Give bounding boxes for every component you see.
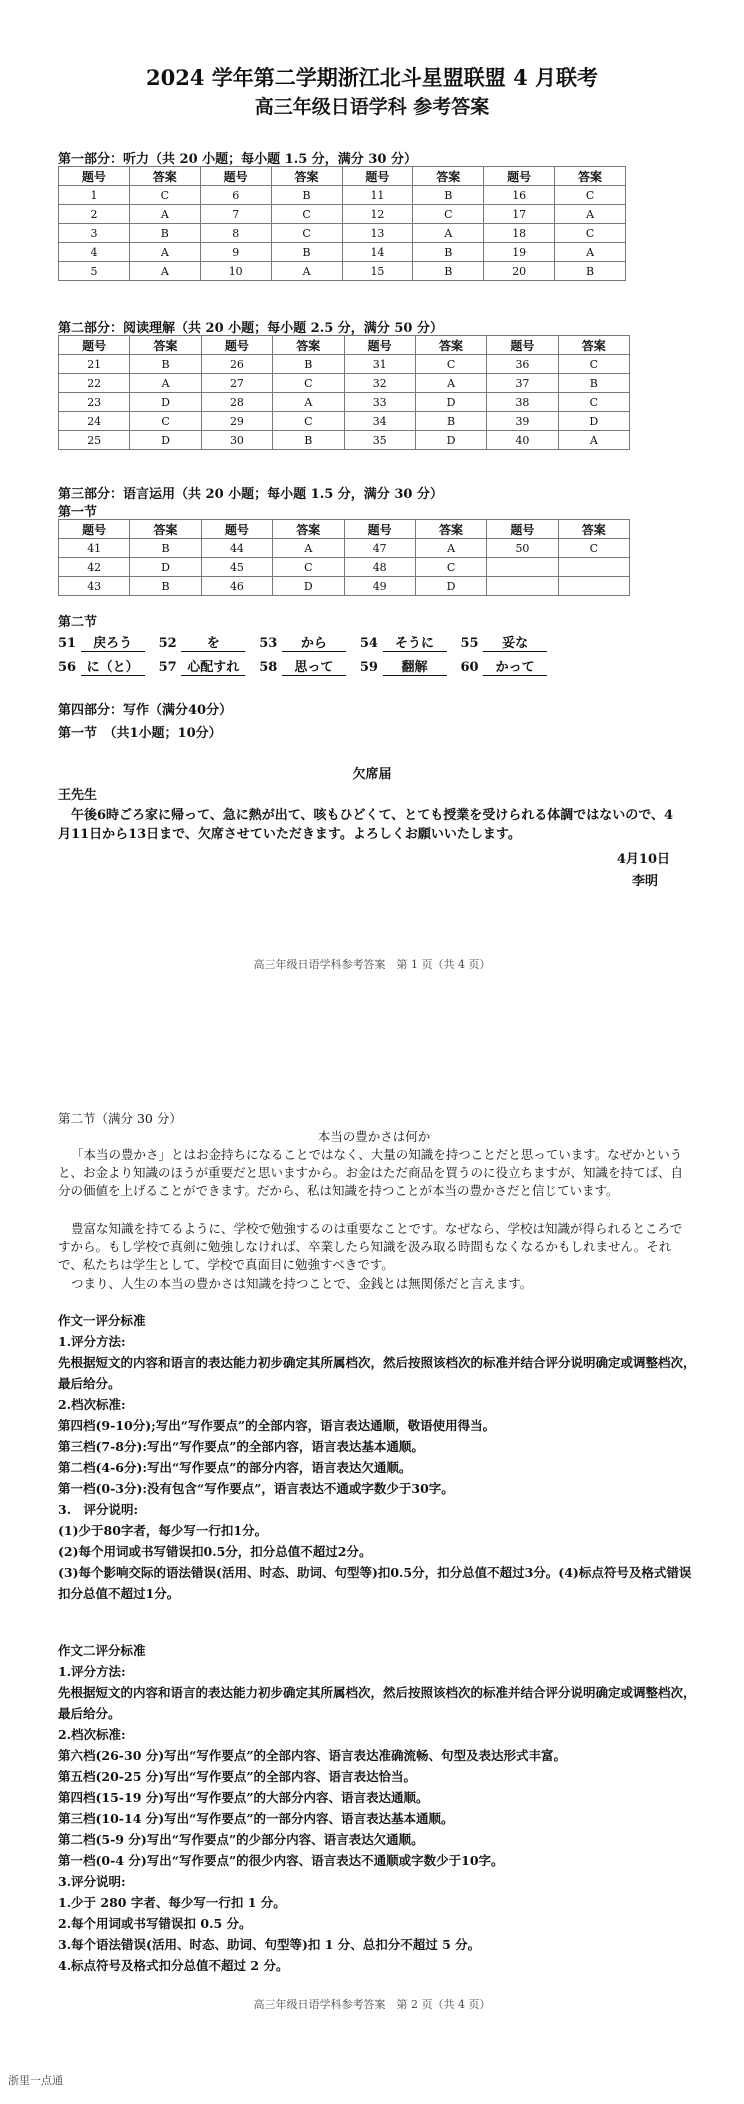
question-number-cell: 20	[484, 262, 555, 281]
cloze-answers-row-1	[58, 632, 561, 652]
answer-cell: D	[130, 431, 201, 450]
rubric-line: (3)每个影响交际的语法错误(活用、时态、助词、句型等)扣0.5分，扣分总值不超过3分。(4)标点符号及格式错误扣分总值不超过1分。	[58, 1565, 692, 1601]
answer-cell: A	[130, 374, 201, 393]
rubric-line: 第四档(9-10分);写出“写作要点”的全部内容，语言表达通顺，敬语使用得当。	[58, 1418, 496, 1433]
answer-cell: D	[558, 412, 629, 431]
answer-cell: B	[415, 412, 486, 431]
cloze-question-number: 59	[359, 660, 378, 675]
answer-cell: B	[130, 539, 201, 558]
table-row	[59, 577, 630, 596]
answer-cell: A	[129, 262, 200, 281]
rubric-line: 第五档(20-25 分)写出“写作要点”的全部内容、语言表达恰当。	[58, 1769, 417, 1784]
essay1-date: 4月10日	[616, 852, 670, 867]
answer-cell: B	[413, 243, 484, 262]
question-number-cell: 45	[201, 558, 272, 577]
rubric-line: 作文一评分标准	[58, 1313, 146, 1328]
question-number-cell	[487, 558, 558, 577]
rubric-line: 2.档次标准:	[58, 1397, 126, 1412]
exam-subtitle: 高三年级日语学科 参考答案	[254, 96, 490, 118]
column-header-answer: 答案	[271, 167, 342, 186]
cloze-answer-item	[159, 632, 246, 652]
rubric-line: 作文二评分标准	[58, 1643, 146, 1658]
column-header-question: 题号	[59, 336, 130, 355]
answer-cell: C	[273, 412, 344, 431]
rubric-line: 第二档(4-6分):写出“写作要点”的部分内容，语言表达欠通顺。	[58, 1460, 412, 1475]
answer-cell: A	[555, 243, 626, 262]
answer-cell	[558, 577, 629, 596]
cloze-answer-item	[159, 656, 246, 676]
cloze-question-number: 55	[460, 636, 479, 651]
rubric-line: 2.每个用词或书写错误扣 0.5 分。	[58, 1916, 252, 1931]
question-number-cell: 30	[201, 431, 272, 450]
cloze-question-number: 60	[460, 660, 479, 675]
table-row	[59, 539, 630, 558]
answer-cell: D	[415, 577, 486, 596]
answer-cell: A	[273, 393, 344, 412]
question-number-cell: 29	[201, 412, 272, 431]
answer-cell: C	[271, 224, 342, 243]
rubric-line: 第一档(0-3分):没有包含“写作要点”，语言表达不通或字数少于30字。	[58, 1481, 454, 1496]
answer-cell: B	[130, 577, 201, 596]
question-number-cell: 43	[59, 577, 130, 596]
table-header-row	[59, 336, 630, 355]
question-number-cell: 48	[344, 558, 415, 577]
answer-cell: C	[415, 558, 486, 577]
essay1-title: 欠席届	[352, 767, 392, 782]
rubric-line: (2)每个用词或书写错误扣0.5分，扣分总值不超过2分。	[58, 1544, 372, 1559]
question-number-cell: 46	[201, 577, 272, 596]
essay2-paragraph-3: つまり、人生の本当の豊かさは知識を持つことで、金銭とは無関係だと言えます。	[71, 1276, 533, 1291]
answer-cell: D	[130, 393, 201, 412]
cloze-answer-item	[259, 632, 346, 652]
question-number-cell: 1	[59, 186, 130, 205]
column-header-question: 题号	[59, 520, 130, 539]
part4-section1-label: 第一节 （共1小题；10分）	[58, 726, 222, 741]
page2-section2-heading: 第二节（满分 30 分）	[58, 1111, 182, 1126]
answer-cell: D	[273, 577, 344, 596]
rubric-line: 先根据短文的内容和语言的表达能力初步确定其所属档次，然后按照该档次的标准并结合评分说明确定或调整档次，最后给分。	[58, 1355, 696, 1391]
answer-cell: B	[271, 243, 342, 262]
table-row	[59, 431, 630, 450]
question-number-cell: 4	[59, 243, 130, 262]
cloze-answer-text: そうに	[383, 632, 447, 652]
answer-cell: B	[413, 186, 484, 205]
question-number-cell: 10	[200, 262, 271, 281]
part3-section2-label: 第二节	[58, 615, 98, 630]
cloze-question-number: 54	[359, 636, 378, 651]
essay1-salutation: 王先生	[58, 788, 98, 803]
cloze-answer-text: 戻ろう	[81, 632, 145, 652]
question-number-cell: 11	[342, 186, 413, 205]
question-number-cell: 49	[344, 577, 415, 596]
cloze-question-number: 51	[58, 636, 77, 651]
essay2-paragraph-2: 豊富な知識を持てるように、学校で勉強するのは重要なことです。なぜなら、学校は知識が得られるところですから。もし学校で真剣に勉強しなければ、卒業したら知識を汲み取る時間もなくなるかもしれません。それで、私たちは学生として、学校で真面目に勉強すべきです。	[58, 1221, 683, 1272]
question-number-cell: 12	[342, 205, 413, 224]
essay1-signature: 李明	[631, 874, 658, 889]
answer-cell: C	[415, 355, 486, 374]
cloze-answer-text: 妥な	[483, 632, 547, 652]
answer-cell: B	[555, 262, 626, 281]
question-number-cell: 26	[201, 355, 272, 374]
question-number-cell: 47	[344, 539, 415, 558]
rubric-line: 1.少于 280 字者、每少写一行扣 1 分。	[58, 1895, 286, 1910]
column-header-answer: 答案	[415, 336, 486, 355]
table-row	[59, 205, 626, 224]
cloze-answer-text: を	[181, 632, 245, 652]
rubric-line: 2.档次标准:	[58, 1727, 126, 1742]
column-header-question: 题号	[201, 520, 272, 539]
part1-answer-table	[58, 166, 626, 281]
part3-section1-label: 第一节	[58, 505, 98, 520]
answer-cell: B	[273, 355, 344, 374]
essay2-title: 本当の豊かさは何か	[317, 1129, 431, 1144]
question-number-cell: 13	[342, 224, 413, 243]
cloze-answer-text: 心配すれ	[181, 656, 245, 676]
essay2-scoring-rubric	[58, 1640, 698, 1976]
question-number-cell: 22	[59, 374, 130, 393]
column-header-question: 题号	[342, 167, 413, 186]
answer-cell: A	[129, 205, 200, 224]
part3-heading: 第三部分：语言运用（共 20 小题；每小题 1.5 分，满分 30 分）	[58, 487, 443, 502]
rubric-line: 3. 评分说明:	[58, 1502, 139, 1517]
cloze-answers-row-2	[58, 656, 561, 676]
rubric-line: 3.每个语法错误(活用、时态、助词、句型等)扣 1 分、总扣分不超过 5 分。	[58, 1937, 481, 1952]
essay2-paragraph-1: 「本当の豊かさ」とはお金持ちになることではなく、大量の知識を持つことだと思っています。なぜかというと、お金より知識のほうが重要だと思いますから。お金はただ商品を買うのに役立ちますが、知識を持てば、自分の価値を上げることができます。だから、私は知識を持つことが本当の豊かさだと信じています。	[58, 1147, 684, 1198]
part3-answer-table	[58, 519, 630, 596]
column-header-answer: 答案	[273, 336, 344, 355]
cloze-answer-text: 翻解	[383, 656, 447, 676]
part4-heading: 第四部分：写作（满分40分）	[58, 703, 233, 718]
answer-cell: A	[271, 262, 342, 281]
question-number-cell: 9	[200, 243, 271, 262]
rubric-line: 先根据短文的内容和语言的表达能力初步确定其所属档次，然后按照该档次的标准并结合评分说明确定或调整档次，最后给分。	[58, 1685, 696, 1721]
question-number-cell: 2	[59, 205, 130, 224]
cloze-answer-item	[360, 656, 447, 676]
part2-heading: 第二部分：阅读理解（共 20 小题；每小题 2.5 分，满分 50 分）	[58, 321, 443, 336]
watermark-note: 浙里一点通	[8, 2074, 63, 2087]
table-row	[59, 224, 626, 243]
answer-cell: C	[271, 205, 342, 224]
column-header-answer: 答案	[130, 520, 201, 539]
cloze-question-number: 58	[259, 660, 278, 675]
question-number-cell: 6	[200, 186, 271, 205]
answer-cell: A	[413, 224, 484, 243]
answer-cell: C	[558, 355, 629, 374]
question-number-cell: 3	[59, 224, 130, 243]
rubric-line: 第六档(26-30 分)写出“写作要点”的全部内容、语言表达准确流畅、句型及表达形式丰富。	[58, 1748, 567, 1763]
question-number-cell: 24	[59, 412, 130, 431]
part1-heading: 第一部分：听力（共 20 小题；每小题 1.5 分，满分 30 分）	[58, 152, 417, 167]
column-header-question: 题号	[487, 336, 558, 355]
answer-cell: B	[413, 262, 484, 281]
column-header-answer: 答案	[558, 520, 629, 539]
rubric-line: 1.评分方法:	[58, 1334, 126, 1349]
answer-cell: B	[558, 374, 629, 393]
question-number-cell: 15	[342, 262, 413, 281]
question-number-cell	[487, 577, 558, 596]
table-row	[59, 355, 630, 374]
question-number-cell: 27	[201, 374, 272, 393]
question-number-cell: 17	[484, 205, 555, 224]
column-header-question: 题号	[201, 336, 272, 355]
column-header-answer: 答案	[413, 167, 484, 186]
answer-cell: A	[129, 243, 200, 262]
cloze-question-number: 56	[58, 660, 77, 675]
column-header-question: 题号	[344, 336, 415, 355]
column-header-answer: 答案	[130, 336, 201, 355]
answer-cell: B	[130, 355, 201, 374]
question-number-cell: 21	[59, 355, 130, 374]
rubric-line: 第四档(15-19 分)写出“写作要点”的大部分内容、语言表达通顺。	[58, 1790, 429, 1805]
cloze-question-number: 53	[259, 636, 278, 651]
question-number-cell: 32	[344, 374, 415, 393]
page-2-footer: 高三年级日语学科参考答案 第 2 页（共 4 页）	[253, 1998, 491, 2011]
table-row	[59, 374, 630, 393]
answer-cell: C	[555, 186, 626, 205]
rubric-line: 3.评分说明:	[58, 1874, 126, 1889]
cloze-question-number: 57	[158, 660, 177, 675]
question-number-cell: 28	[201, 393, 272, 412]
rubric-line: (1)少于80字者，每少写一行扣1分。	[58, 1523, 268, 1538]
question-number-cell: 19	[484, 243, 555, 262]
question-number-cell: 35	[344, 431, 415, 450]
rubric-line: 第三档(7-8分):写出“写作要点”的全部内容，语言表达基本通顺。	[58, 1439, 424, 1454]
cloze-answer-item	[58, 632, 145, 652]
answer-cell: B	[129, 224, 200, 243]
answer-cell: A	[273, 539, 344, 558]
cloze-answer-text: に（と）	[81, 656, 145, 676]
column-header-question: 题号	[344, 520, 415, 539]
answer-cell: C	[273, 558, 344, 577]
column-header-question: 题号	[484, 167, 555, 186]
question-number-cell: 41	[59, 539, 130, 558]
question-number-cell: 18	[484, 224, 555, 243]
table-row	[59, 558, 630, 577]
column-header-answer: 答案	[415, 520, 486, 539]
table-row	[59, 393, 630, 412]
question-number-cell: 50	[487, 539, 558, 558]
cloze-question-number: 52	[158, 636, 177, 651]
answer-cell: A	[415, 374, 486, 393]
answer-cell: D	[415, 431, 486, 450]
question-number-cell: 14	[342, 243, 413, 262]
answer-cell: C	[130, 412, 201, 431]
answer-cell: C	[558, 539, 629, 558]
column-header-question: 题号	[487, 520, 558, 539]
part2-answer-table	[58, 335, 630, 450]
cloze-answer-text: 思って	[282, 656, 346, 676]
answer-cell: D	[130, 558, 201, 577]
answer-cell: A	[555, 205, 626, 224]
answer-cell: A	[558, 431, 629, 450]
table-row	[59, 262, 626, 281]
cloze-answer-item	[259, 656, 346, 676]
question-number-cell: 7	[200, 205, 271, 224]
column-header-answer: 答案	[555, 167, 626, 186]
cloze-answer-item	[461, 656, 548, 676]
table-row	[59, 243, 626, 262]
answer-cell: C	[555, 224, 626, 243]
question-number-cell: 39	[487, 412, 558, 431]
answer-cell: C	[129, 186, 200, 205]
column-header-answer: 答案	[558, 336, 629, 355]
rubric-line: 第二档(5-9 分)写出“写作要点”的少部分内容、语言表达欠通顺。	[58, 1832, 424, 1847]
exam-title: 2024 学年第二学期浙江北斗星盟联盟 4 月联考	[146, 65, 598, 90]
cloze-answer-text: から	[282, 632, 346, 652]
answer-cell: C	[273, 374, 344, 393]
table-header-row	[59, 520, 630, 539]
question-number-cell: 23	[59, 393, 130, 412]
essay1-body: 午後6時ごろ家に帰って、急に熱が出て、咳もひどくて、とても授業を受けられる体調ではないので、4月11日から13日まで、欠席させていただきます。よろしくお願いいたします。	[58, 808, 674, 842]
question-number-cell: 37	[487, 374, 558, 393]
cloze-answer-item	[58, 656, 145, 676]
cloze-answer-text: かって	[483, 656, 547, 676]
column-header-answer: 答案	[273, 520, 344, 539]
question-number-cell: 42	[59, 558, 130, 577]
question-number-cell: 36	[487, 355, 558, 374]
table-row	[59, 186, 626, 205]
question-number-cell: 5	[59, 262, 130, 281]
question-number-cell: 38	[487, 393, 558, 412]
table-header-row	[59, 167, 626, 186]
answer-cell	[558, 558, 629, 577]
answer-cell: A	[415, 539, 486, 558]
question-number-cell: 25	[59, 431, 130, 450]
page-2	[0, 1060, 744, 2104]
question-number-cell: 31	[344, 355, 415, 374]
cloze-answer-item	[461, 632, 548, 652]
answer-cell: D	[415, 393, 486, 412]
question-number-cell: 34	[344, 412, 415, 431]
question-number-cell: 8	[200, 224, 271, 243]
column-header-question: 题号	[59, 167, 130, 186]
question-number-cell: 40	[487, 431, 558, 450]
answer-cell: C	[413, 205, 484, 224]
rubric-line: 第三档(10-14 分)写出“写作要点”的一部分内容、语言表达基本通顺。	[58, 1811, 454, 1826]
rubric-line: 1.评分方法:	[58, 1664, 126, 1679]
cloze-answer-item	[360, 632, 447, 652]
column-header-answer: 答案	[129, 167, 200, 186]
question-number-cell: 16	[484, 186, 555, 205]
column-header-question: 题号	[200, 167, 271, 186]
rubric-line: 第一档(0-4 分)写出“写作要点”的很少内容、语言表达不通顺或字数少于10字。	[58, 1853, 504, 1868]
rubric-line: 4.标点符号及格式扣分总值不超过 2 分。	[58, 1958, 289, 1973]
essay1-scoring-rubric	[58, 1310, 698, 1604]
answer-cell: B	[271, 186, 342, 205]
question-number-cell: 44	[201, 539, 272, 558]
question-number-cell: 33	[344, 393, 415, 412]
page-1-footer: 高三年级日语学科参考答案 第 1 页（共 4 页）	[253, 958, 491, 971]
table-row	[59, 412, 630, 431]
answer-cell: C	[558, 393, 629, 412]
answer-cell: B	[273, 431, 344, 450]
